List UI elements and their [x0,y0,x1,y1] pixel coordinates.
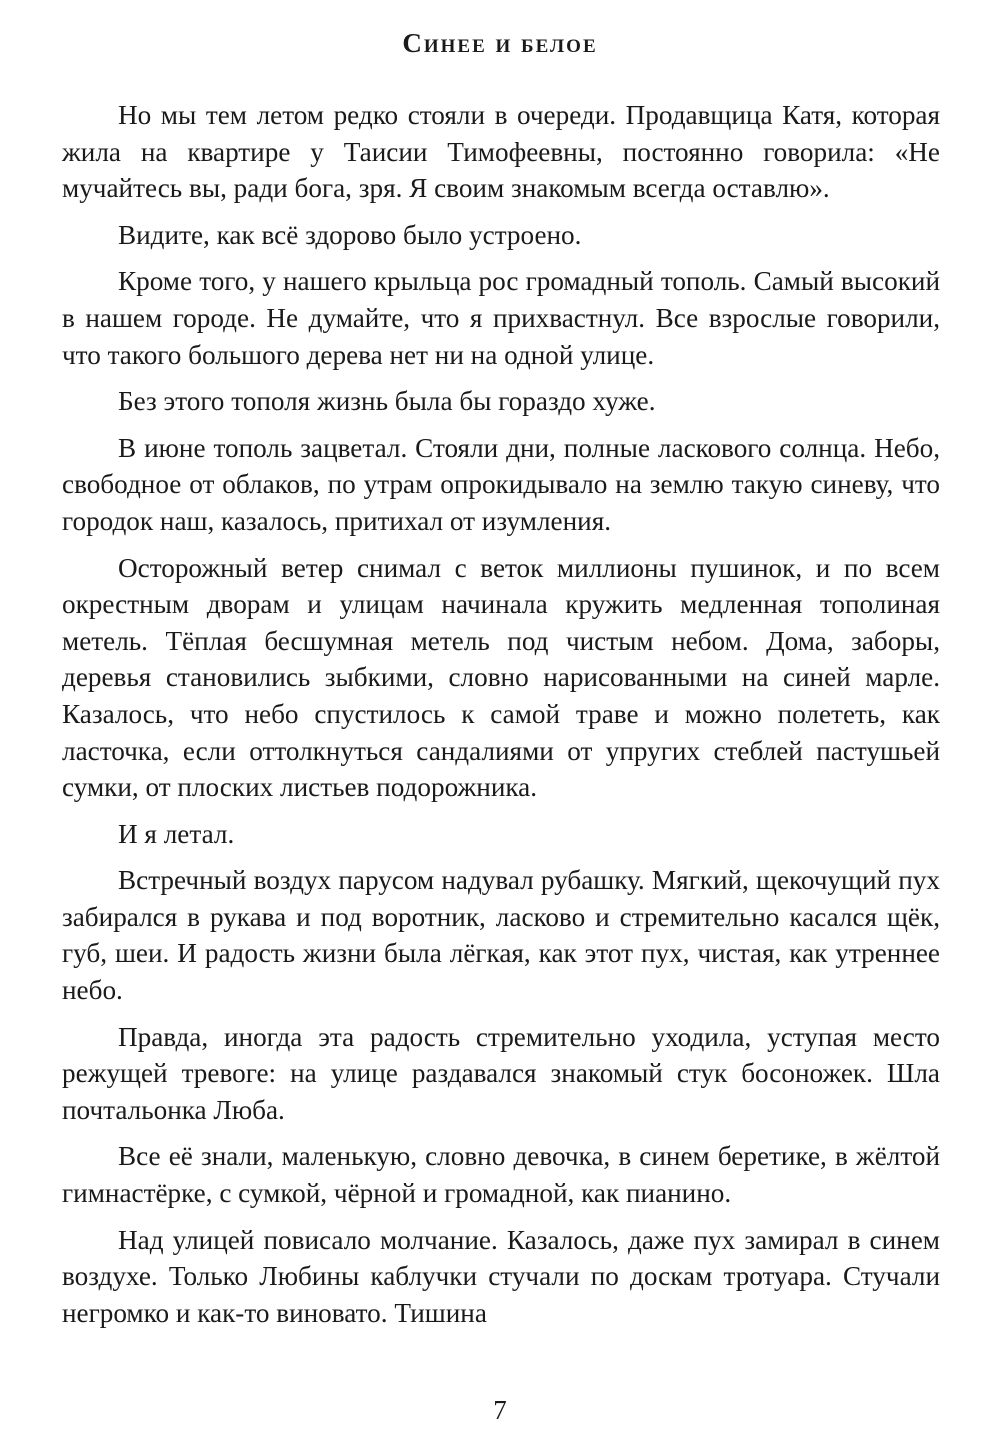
paragraph: Кроме того, у нашего крыльца рос громадный тополь. Самый высокий в нашем городе. Не думайте, что я прихвастнул. Все взрослые говорили, что такого большого дерева нет ни на одной улице. [62,266,940,370]
paragraph: И я летал. [118,818,235,849]
paragraph: Встречный воздух парусом надувал рубашку. Мягкий, щекочущий пух забирался в рукава и под воротник, ласково и стремительно касался щёк, губ, шеи. И радость жизни была лёгкая, как этот пух, чистая, как утреннее небо. [62,865,940,1006]
paragraph: Видите, как всё здорово было устроено. [118,219,582,250]
page-number: 7 [493,1395,507,1425]
paragraph: Но мы тем летом редко стояли в очереди. Продавщица Катя, которая жила на квартире у Таисии Тимофеевны, постоянно говорила: «Не мучайтесь вы, ради бога, зря. Я своим знакомым всегда оставлю». [62,100,940,204]
body-text [62,97,940,1341]
paragraph: Правда, иногда эта радость стремительно уходила, уступая место режущей тревоге: на улице раздавался знакомый стук босоножек. Шла почтальонка Люба. [62,1021,940,1125]
running-title: Синее и белое [402,28,598,58]
paragraph: Осторожный ветер снимал с веток миллионы пушинок, и по всем окрестным дворам и улицам начинала кружить медленная тополиная метель. Тёплая бесшумная метель под чистым небом. Дома, заборы, деревья становились зыбкими, словно нарисованными на синей марле. Казалось, что небо спустилось к самой траве и можно полететь, как ласточка, если оттолкнуться сандалиями от упругих стеблей пастушьей сумки, от плоских листьев подорожника. [62,552,940,803]
paragraph: В июне тополь зацветал. Стояли дни, полные ласкового солнца. Небо, свободное от облаков, по утрам опрокидывало на землю такую синеву, что городок наш, казалось, притихал от изумления. [62,432,940,536]
paragraph: Над улицей повисало молчание. Казалось, даже пух замирал в синем воздухе. Только Любины каблучки стучали по доскам тротуара. Стучали негромко и как-то виновато. Тишина [62,1224,940,1328]
paragraph: Все её знали, маленькую, словно девочка, в синем беретике, в жёлтой гимнастёрке, с сумкой, чёрной и громадной, как пианино. [62,1141,940,1209]
paragraph: Без этого тополя жизнь была бы гораздо хуже. [118,386,656,417]
